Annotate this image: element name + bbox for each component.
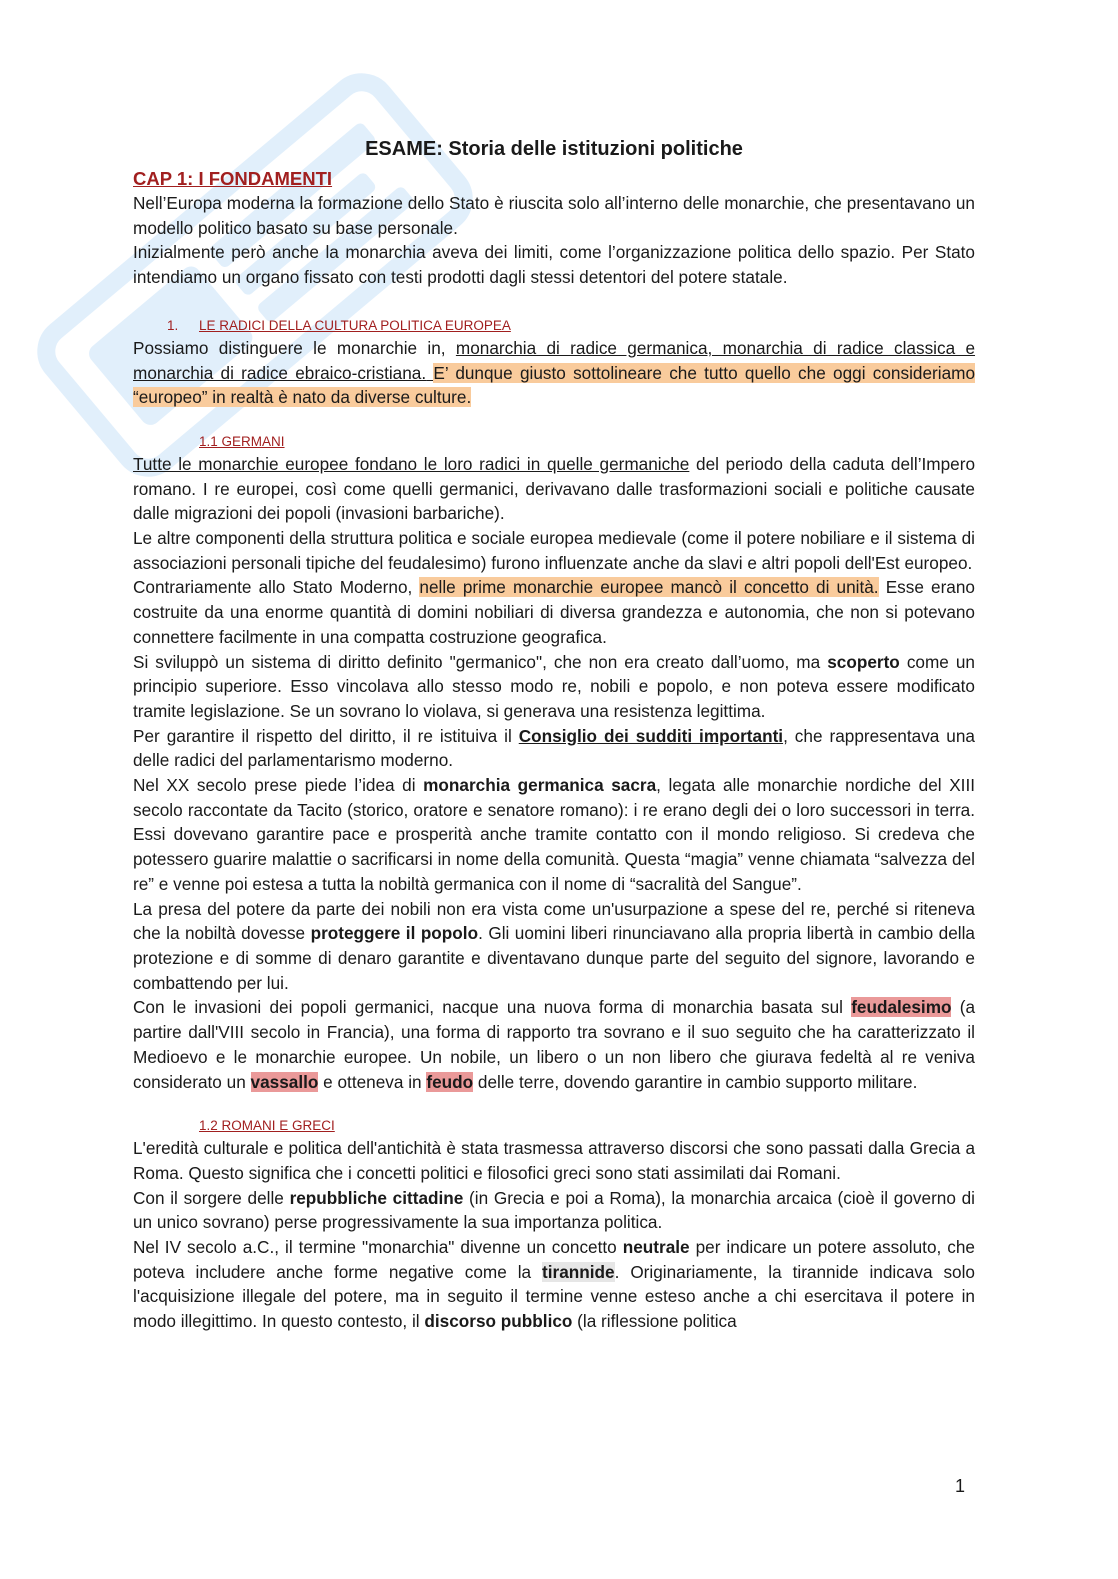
germani-paragraph-8: Con le invasioni dei popoli germanici, nacque una nuova forma di monarchia basata sul feudalesimo (a partire dall'VIII secolo in Francia), una forma di rapporto tra sovrano e il suo seguito che ha caratterizzato il Medioevo e le monarchie europee. Un nobile, un libero o un non libero che giurava fedeltà al re veniva considerato un vassallo e otteneva in feudo delle terre, dovendo garantire in cambio supporto militare. xyxy=(133,997,976,1092)
romani-paragraph-3: Nel IV secolo a.C., il termine "monarchia" divenne un concetto neutrale per indicare un potere assoluto, che poteva includere anche forme negative come la tirannide. Originariamente, la tirannide indicava solo l'acquisizione illegale del potere, ma in seguito il termine venne esteso anche a chi esercitava il potere in modo illegittimo. In questo contesto, il discorso pubblico (la riflessione politica xyxy=(133,1237,975,1332)
germani-paragraph-2: Le altre componenti della struttura politica e sociale europea medievale (come il potere nobiliare e il sistema di associazioni personali tipiche del feudalesimo) furono influenzate anche da slavi e altri popoli dell'Est europeo. xyxy=(133,528,975,573)
germani-paragraph-1: Tutte le monarchie europee fondano le loro radici in quelle germaniche del periodo della caduta dell’Impero romano. I re europei, così come quelli germanici, derivavano dalle trasformazioni sociali e politiche causate dalle migrazioni dei popoli (invasioni barbariche). xyxy=(133,453,976,524)
germani-paragraph-5: Per garantire il rispetto del diritto, il re istituiva il Consiglio dei sudditi importanti, che rappresentava una delle radici del parlamentarismo moderno. xyxy=(133,725,975,771)
romani-paragraph-2: Con il sorgere delle repubbliche cittadine (in Grecia e poi a Roma), la monarchia arcaica (cioè il governo di un unico sovrano) perse progressivamente la sua importanza politica. xyxy=(133,1187,976,1233)
highlighted-term: vassallo xyxy=(250,1071,319,1092)
highlighted-term: tirannide xyxy=(542,1261,615,1282)
subsection-heading-germani: 1.1 GERMANI xyxy=(199,433,285,449)
highlighted-text: nelle prime monarchie europee mancò il concetto di unità. xyxy=(419,577,879,598)
section-title: LE RADICI DELLA CULTURA POLITICA EUROPEA xyxy=(199,317,511,333)
germani-paragraph-6: Nel XX secolo prese piede l’idea di monarchia germanica sacra, legata alle monarchie nordiche del XIII secolo raccontate da Tacito (storico, oratore e senatore romano): i re erano degli dei o loro successori in terra. Essi dovevano garantire pace e prosperità anche tramite contatto con il mondo religioso. Si credeva che potessero guarire malattie o sacrificarsi in nome della comunità. Questa “magia” venne chiamata “salvezza del re” e venne poi estesa a tutta la nobiltà germanica con il nome di “sacralità del Sangue”. xyxy=(133,775,975,894)
underlined-text: monarchia di radice germanica, monarchia di radice classica e monarchia di radice ebraico-cristiana. xyxy=(133,337,976,383)
intro-paragraph-1: Nell’Europa moderna la formazione dello Stato è riuscita solo all’interno delle monarchie, che presentavano un modello politico basato su base personale. xyxy=(133,193,975,238)
romani-paragraph-1: L'eredità culturale e politica dell'antichità è stata trasmessa attraverso discorsi che sono passati dalla Grecia a Roma. Questo significa che i concetti politici e filosofici greci sono stati assimilati dai Romani. xyxy=(133,1138,975,1183)
document-page xyxy=(133,130,975,1334)
section-number: 1. xyxy=(167,317,179,333)
subsection-heading-romani-greci: 1.2 ROMANI E GRECI xyxy=(199,1118,335,1134)
document-title: ESAME: Storia delle istituzioni politiche xyxy=(365,138,743,160)
highlighted-term: feudo xyxy=(426,1071,474,1092)
section1-paragraph: Possiamo distinguere le monarchie in, monarchia di radice germanica, monarchia di radice classica e monarchia di radice ebraico-cristiana. E’ dunque giusto sottolineare che tutto quello che oggi consideriamo “europeo” in realtà è nato da diverse culture. xyxy=(133,337,976,408)
highlighted-term: feudalesimo xyxy=(851,997,952,1018)
germani-paragraph-4: Si sviluppò un sistema di diritto definito "germanico", che non era creato dall’uomo, ma scoperto come un principio superiore. Esso vincolava allo stesso modo re, nobili e popolo, e non poteva essere modificato tramite legislazione. Se un sovrano lo violava, si generava una resistenza legittima. xyxy=(133,651,975,721)
highlighted-text: E’ dunque giusto sottolineare che tutto quello che oggi consideriamo “europeo” in realtà è nato da diverse culture. xyxy=(133,362,976,408)
intro-paragraph-2: Inizialmente però anche la monarchia aveva dei limiti, come l’organizzazione politica dello spazio. Per Stato intendiamo un organo fissato con testi prodotti dagli stessi detentori del potere statale. xyxy=(133,242,975,288)
page-number: 1 xyxy=(955,1476,966,1496)
germani-paragraph-7: La presa del potere da parte dei nobili non era vista come un'usurpazione a spese del re, perché si riteneva che la nobiltà dovesse proteggere il popolo. Gli uomini liberi rinunciavano alla propria libertà in cambio della protezione e di somme di denaro garantite e diventavano dunque parte del seguito del signore, lavorando e combattendo per lui. xyxy=(133,898,975,993)
germani-paragraph-3: Contrariamente allo Stato Moderno, nelle prime monarchie europee mancò il concetto di unità. Esse erano costruite da una enorme quantità di domini nobiliari di diversa grandezza e autonomia, che non si potevano connettere facilmente in una compatta costruzione geografica. xyxy=(133,577,975,647)
section-heading-1 xyxy=(133,316,975,336)
chapter-heading: CAP 1: I FONDAMENTI xyxy=(133,168,333,189)
